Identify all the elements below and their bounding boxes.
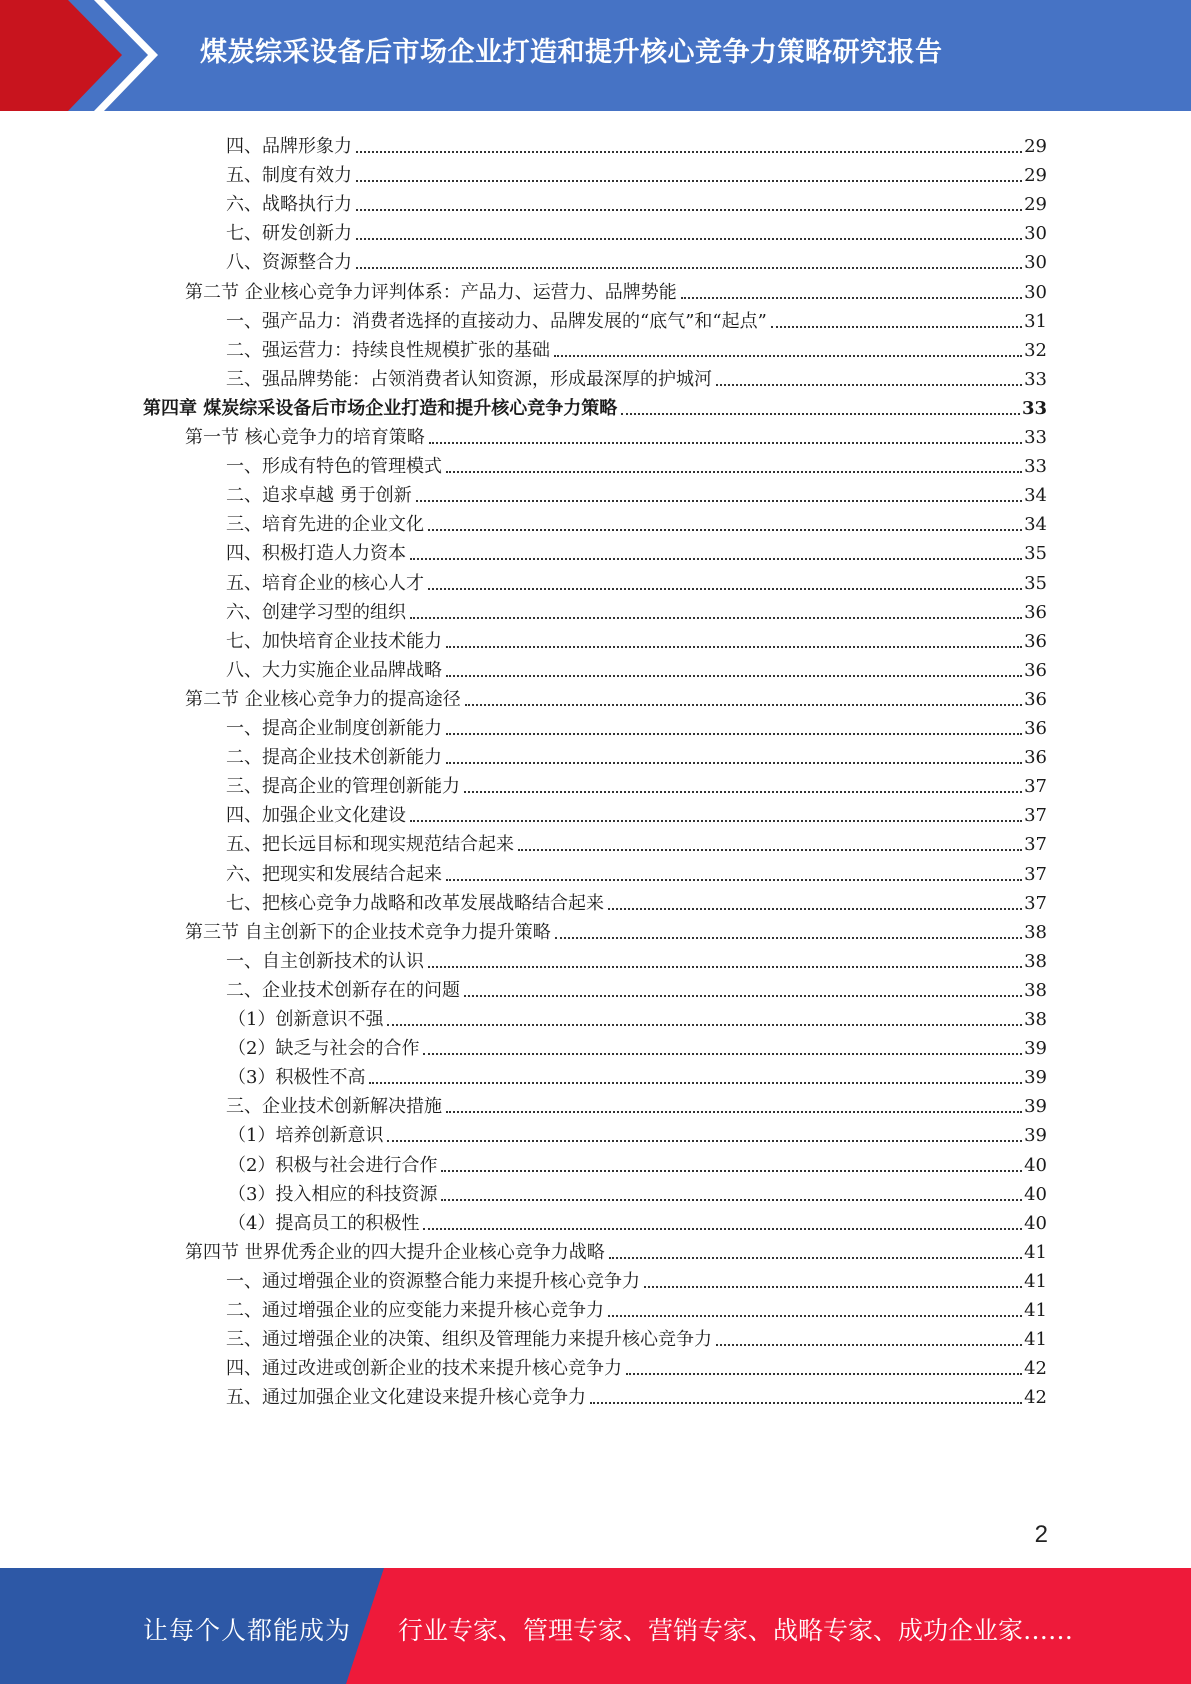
toc-dot-leader: [518, 849, 1022, 851]
toc-entry-title: 三、强品牌势能：占领消费者认知资源，形成最深厚的护城河: [226, 368, 712, 390]
toc-item-entry[interactable]: [226, 1087, 1047, 1118]
toc-entry-title: 一、提高企业制度创新能力: [226, 718, 442, 739]
toc-dot-leader: [608, 1315, 1022, 1317]
toc-entry-title: 二、强运营力：持续良性规模扩张的基础: [226, 339, 550, 361]
toc-entry-title: 五、制度有效力: [226, 165, 352, 187]
toc-item-entry[interactable]: [226, 971, 1047, 1002]
toc-entry-page: 38: [1024, 921, 1047, 943]
toc-item-entry[interactable]: [226, 360, 1047, 391]
toc-item-entry[interactable]: [228, 1029, 1047, 1060]
toc-dot-leader: [410, 617, 1022, 619]
toc-chapter-entry[interactable]: [143, 389, 1047, 420]
toc-item-entry[interactable]: [226, 331, 1047, 362]
toc-dot-leader: [716, 384, 1022, 386]
toc-entry-page: 29: [1024, 194, 1047, 216]
toc-entry-page: 39: [1024, 1067, 1047, 1089]
toc-entry-page: 36: [1024, 747, 1047, 769]
toc-entry-title: （2）缺乏与社会的合作: [228, 1038, 420, 1060]
toc-entry-page: 36: [1024, 630, 1047, 652]
toc-item-entry[interactable]: [226, 447, 1047, 478]
toc-dot-leader: [356, 180, 1022, 182]
toc-entry-page: 36: [1024, 601, 1047, 623]
toc-dot-leader: [416, 500, 1022, 502]
toc-entry-title: （1）创新意识不强: [228, 1009, 384, 1030]
toc-entry-title: 八、大力实施企业品牌战略: [226, 659, 442, 681]
toc-entry-title: 一、强产品力：消费者选择的直接动力、品牌发展的“底气”和“起点”: [226, 310, 767, 332]
toc-dot-leader: [446, 675, 1022, 677]
toc-item-entry[interactable]: [226, 534, 1047, 565]
page-header: [0, 0, 1191, 111]
toc-entry-page: 37: [1024, 805, 1047, 827]
toc-dot-leader: [621, 413, 1020, 415]
toc-dot-leader: [608, 908, 1022, 910]
toc-item-entry[interactable]: [228, 1204, 1047, 1235]
toc-entry-page: 35: [1024, 543, 1047, 565]
toc-entry-title: 一、自主创新技术的认识: [226, 950, 424, 972]
toc-dot-leader: [716, 1344, 1022, 1346]
toc-entry-title: 一、通过增强企业的资源整合能力来提升核心竞争力: [226, 1270, 640, 1292]
toc-dot-leader: [555, 937, 1022, 939]
toc-dot-leader: [441, 1170, 1022, 1172]
toc-entry-title: 第二节 企业核心竞争力的提高途径: [185, 688, 461, 710]
toc-item-entry[interactable]: [226, 1378, 1047, 1409]
toc-entry-page: 37: [1024, 834, 1047, 856]
toc-entry-page: 30: [1024, 223, 1047, 245]
toc-dot-leader: [446, 879, 1022, 881]
report-title: 煤炭综采设备后市场企业打造和提升核心竞争力策略研究报告: [200, 37, 943, 68]
toc-entry-title: 二、追求卓越 勇于创新: [226, 485, 412, 507]
toc-item-entry[interactable]: [226, 1262, 1047, 1293]
toc-dot-leader: [465, 704, 1022, 706]
toc-entry-page: 39: [1024, 1038, 1047, 1060]
toc-entry-title: 五、通过加强企业文化建设来提升核心竞争力: [226, 1387, 586, 1409]
toc-entry-page: 33: [1021, 397, 1047, 419]
toc-entry-page: 33: [1024, 456, 1047, 478]
toc-item-entry[interactable]: [226, 622, 1047, 653]
toc-entry-title: （2）积极与社会进行合作: [228, 1154, 438, 1176]
toc-entry-title: 六、把现实和发展结合起来: [226, 863, 442, 885]
toc-entry-page: 42: [1024, 1387, 1047, 1409]
toc-entry-title: 四、积极打造人力资本: [226, 543, 406, 565]
toc-entry-page: 30: [1024, 252, 1047, 274]
toc-entry-page: 38: [1024, 1009, 1047, 1030]
toc-item-entry[interactable]: [226, 855, 1047, 886]
toc-dot-leader: [387, 1024, 1022, 1026]
toc-dot-leader: [356, 238, 1022, 240]
toc-dot-leader: [644, 1286, 1022, 1288]
toc-item-entry[interactable]: [226, 127, 1047, 158]
toc-item-entry[interactable]: [226, 156, 1047, 187]
toc-entry-page: 29: [1024, 136, 1047, 157]
toc-section-entry[interactable]: [185, 273, 1047, 304]
toc-entry-page: 38: [1024, 950, 1047, 972]
toc-item-entry[interactable]: [228, 1116, 1047, 1147]
toc-entry-title: 三、企业技术创新解决措施: [226, 1096, 442, 1118]
header-red-arrow: [0, 0, 150, 111]
toc-entry-page: 39: [1024, 1125, 1047, 1147]
toc-entry-page: 37: [1024, 776, 1047, 798]
toc-entry-title: 四、品牌形象力: [226, 136, 352, 157]
toc-entry-title: 六、创建学习型的组织: [226, 601, 406, 623]
toc-entry-title: 四、通过改进或创新企业的技术来提升核心竞争力: [226, 1358, 622, 1380]
toc-entry-title: 五、培育企业的核心人才: [226, 572, 424, 594]
toc-entry-title: 四、加强企业文化建设: [226, 805, 406, 827]
toc-entry-page: 40: [1024, 1212, 1047, 1234]
toc-dot-leader: [410, 820, 1022, 822]
toc-entry-page: 37: [1024, 863, 1047, 885]
toc-dot-leader: [590, 1402, 1022, 1404]
toc-section-entry[interactable]: [185, 1233, 1047, 1264]
toc-entry-title: 一、形成有特色的管理模式: [226, 456, 442, 478]
toc-entry-page: 35: [1024, 572, 1047, 594]
toc-entry-title: 八、资源整合力: [226, 252, 352, 274]
toc-dot-leader: [428, 588, 1022, 590]
toc-entry-page: 40: [1024, 1154, 1047, 1176]
toc-entry-page: 41: [1024, 1300, 1047, 1321]
toc-dot-leader: [356, 151, 1022, 153]
toc-item-entry[interactable]: [228, 1058, 1047, 1089]
footer-slogan-right: 行业专家、管理专家、营销专家、战略专家、成功企业家……: [398, 1616, 1074, 1645]
toc-item-entry[interactable]: [226, 1349, 1047, 1380]
toc-entry-title: 七、研发创新力: [226, 223, 352, 245]
toc-entry-title: 二、企业技术创新存在的问题: [226, 979, 460, 1001]
toc-item-entry[interactable]: [228, 1175, 1047, 1206]
toc-item-entry[interactable]: [226, 564, 1047, 595]
toc-entry-page: 41: [1024, 1270, 1047, 1292]
toc-dot-leader: [446, 762, 1022, 764]
toc-item-entry[interactable]: [226, 825, 1047, 856]
toc-entry-page: 37: [1024, 892, 1047, 914]
toc-dot-leader: [446, 1111, 1022, 1113]
toc-item-entry[interactable]: [226, 185, 1047, 216]
toc-dot-leader: [554, 355, 1022, 357]
toc-entry-page: 33: [1024, 368, 1047, 390]
toc-dot-leader: [356, 209, 1022, 211]
toc-entry-page: 38: [1024, 979, 1047, 1001]
page-number: 2: [1034, 1521, 1048, 1548]
toc-entry-page: 42: [1024, 1358, 1047, 1380]
toc-entry-title: 第四节 世界优秀企业的四大提升企业核心竞争力战略: [185, 1241, 605, 1263]
toc-section-entry[interactable]: [185, 913, 1047, 944]
toc-dot-leader: [429, 442, 1022, 444]
page-footer: [0, 1568, 1191, 1684]
toc-entry-title: （1）培养创新意识: [228, 1125, 384, 1147]
toc-dot-leader: [446, 471, 1022, 473]
toc-entry-title: 二、通过增强企业的应变能力来提升核心竞争力: [226, 1300, 604, 1321]
toc-dot-leader: [446, 733, 1022, 735]
toc-item-entry[interactable]: [226, 214, 1047, 245]
toc-entry-title: 第三节 自主创新下的企业技术竞争力提升策略: [185, 921, 551, 943]
toc-entry-title: 三、培育先进的企业文化: [226, 514, 424, 536]
toc-dot-leader: [428, 529, 1022, 531]
toc-item-entry[interactable]: [226, 796, 1047, 827]
toc-item-entry[interactable]: [226, 243, 1047, 274]
toc-entry-title: 七、加快培育企业技术能力: [226, 630, 442, 652]
toc-entry-title: 七、把核心竞争力战略和改革发展战略结合起来: [226, 892, 604, 914]
toc-dot-leader: [609, 1257, 1022, 1259]
toc-item-entry[interactable]: [226, 884, 1047, 915]
toc-item-entry[interactable]: [226, 738, 1047, 769]
toc-entry-page: 32: [1024, 339, 1047, 361]
toc-dot-leader: [428, 966, 1022, 968]
toc-dot-leader: [387, 1140, 1022, 1142]
toc-dot-leader: [464, 791, 1022, 793]
toc-item-entry[interactable]: [226, 651, 1047, 682]
toc-dot-leader: [681, 297, 1022, 299]
toc-entry-page: 34: [1024, 514, 1047, 536]
toc-entry-title: 六、战略执行力: [226, 194, 352, 216]
toc-entry-title: 三、提高企业的管理创新能力: [226, 776, 460, 798]
toc-entry-page: 31: [1024, 310, 1047, 332]
toc-item-entry[interactable]: [226, 767, 1047, 798]
toc-entry-page: 36: [1024, 688, 1047, 710]
toc-entry-page: 36: [1024, 718, 1047, 739]
toc-entry-title: 二、提高企业技术创新能力: [226, 747, 442, 769]
toc-item-entry[interactable]: [228, 1000, 1047, 1031]
toc-item-entry[interactable]: [226, 709, 1047, 740]
toc-entry-title: 五、把长远目标和现实规范结合起来: [226, 834, 514, 856]
toc-entry-title: 第一节 核心竞争力的培育策略: [185, 427, 425, 448]
toc-item-entry[interactable]: [226, 505, 1047, 536]
toc-dot-leader: [369, 1082, 1022, 1084]
toc-entry-page: 40: [1024, 1183, 1047, 1205]
toc-entry-title: （3）积极性不高: [228, 1067, 366, 1089]
toc-item-entry[interactable]: [226, 1291, 1047, 1322]
toc-item-entry[interactable]: [226, 1320, 1047, 1351]
toc-dot-leader: [441, 1199, 1022, 1201]
toc-entry-title: 第二节 企业核心竞争力评判体系：产品力、运营力、品牌势能: [185, 281, 677, 303]
toc-dot-leader: [771, 326, 1022, 328]
toc-entry-page: 30: [1024, 281, 1047, 303]
toc-dot-leader: [410, 558, 1022, 560]
toc-dot-leader: [626, 1373, 1022, 1375]
toc-item-entry[interactable]: [226, 593, 1047, 624]
toc-entry-page: 41: [1024, 1241, 1047, 1263]
toc-section-entry[interactable]: [185, 418, 1047, 449]
toc-item-entry[interactable]: [226, 476, 1047, 507]
toc-item-entry[interactable]: [226, 942, 1047, 973]
toc-entry-title: （4）提高员工的积极性: [228, 1212, 420, 1234]
toc-entry-page: 33: [1024, 427, 1047, 448]
toc-item-entry[interactable]: [226, 302, 1047, 333]
toc-dot-leader: [446, 646, 1022, 648]
toc-entry-page: 36: [1024, 659, 1047, 681]
toc-entry-page: 41: [1024, 1329, 1047, 1351]
toc-dot-leader: [423, 1053, 1022, 1055]
toc-entry-title: （3）投入相应的科技资源: [228, 1183, 438, 1205]
toc-section-entry[interactable]: [185, 680, 1047, 711]
toc-dot-leader: [464, 995, 1022, 997]
toc-entry-page: 34: [1024, 485, 1047, 507]
toc-item-entry[interactable]: [228, 1146, 1047, 1177]
footer-slogan-left: 让每个人都能成为: [143, 1616, 352, 1645]
toc-dot-leader: [356, 267, 1022, 269]
toc-entry-title: 第四章 煤炭综采设备后市场企业打造和提升核心竞争力策略: [143, 397, 618, 419]
toc-entry-page: 29: [1024, 165, 1047, 187]
toc-dot-leader: [423, 1228, 1022, 1230]
toc-entry-title: 三、通过增强企业的决策、组织及管理能力来提升核心竞争力: [226, 1329, 712, 1351]
toc-entry-page: 39: [1024, 1096, 1047, 1118]
